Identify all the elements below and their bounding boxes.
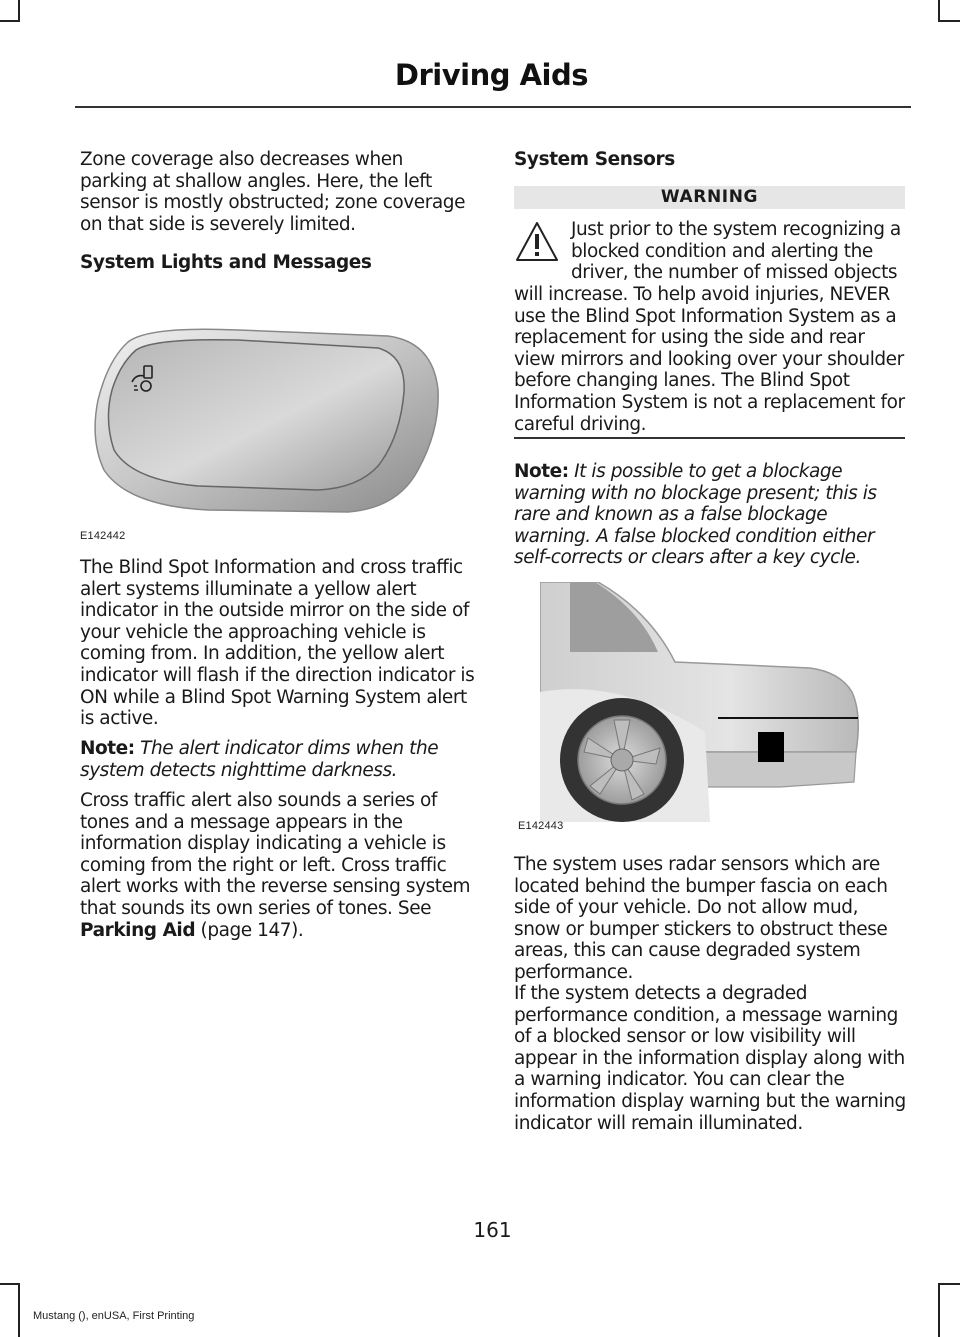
section-heading-system-sensors: System Sensors <box>514 149 675 170</box>
crop-mark <box>940 1283 960 1285</box>
edition-footer: Mustang (), enUSA, First Printing <box>33 1310 195 1322</box>
paragraph-degraded-performance: If the system detects a degraded performance condition, a message warning of a blocked sensor or low visibility will appear in the information display along with a warning indicator. You can clear the information display warning but the warning indicator will remain illuminated. <box>514 983 906 1134</box>
page-reference: (page 147). <box>195 919 304 941</box>
section-heading-system-lights: System Lights and Messages <box>80 252 372 273</box>
warning-banner: WARNING <box>514 186 905 209</box>
crop-mark <box>938 1283 940 1337</box>
note-text: It is possible to get a blockage warning with no blockage present; this is rare and known as a false blockage warning. A false blocked condition either self-corrects or clears after a key cycle. <box>514 461 877 569</box>
paragraph-zone-coverage: Zone coverage also decreases when parking at shallow angles. Here, the left sensor is mostly obstructed; zone coverage on that side is severely limited. <box>80 149 466 235</box>
paragraph-alert-indicator: The Blind Spot Information and cross traffic alert systems illuminate a yellow alert indicator in the outside mirror on the side of your vehicle the approaching vehicle is coming from. In addition, the yellow alert indicator will flash if the direction indicator is ON while a Blind Spot Warning System alert is active. <box>80 557 475 730</box>
crop-mark <box>18 0 20 22</box>
figure-code-e142442: E142442 <box>80 530 126 542</box>
header-rule <box>75 106 911 108</box>
note-false-blockage <box>514 461 908 569</box>
warning-lead-text: Just prior to the system recognizing a blocked condition and alerting the driver, the number of missed objects <box>571 219 901 284</box>
crop-mark <box>0 1283 20 1285</box>
note-label: Note: <box>80 738 135 759</box>
warning-end-rule <box>514 437 905 439</box>
paragraph-cross-traffic <box>80 790 477 941</box>
note-text: The alert indicator dims when the system detects nighttime darkness. <box>80 738 439 781</box>
warning-triangle-icon <box>514 220 560 264</box>
radar-sensor-location <box>758 732 784 762</box>
note-label: Note: <box>514 461 569 482</box>
page-number: 161 <box>473 1218 512 1242</box>
page-header-title: Driving Aids <box>394 58 588 92</box>
crop-mark <box>0 20 20 22</box>
note-nighttime <box>80 738 475 781</box>
side-mirror-illustration <box>88 320 448 520</box>
paragraph-radar-sensors: The system uses radar sensors which are located behind the bumper fascia on each side of your vehicle. Do not allow mud, snow or bumper stickers to obstruct these areas, this can cause degraded system performance. <box>514 854 888 983</box>
crop-mark <box>940 20 960 22</box>
vehicle-rear-illustration <box>540 582 870 822</box>
paragraph-text: Cross traffic alert also sounds a series of tones and a message appears in the information display indicating a vehicle is coming from the right or left. Cross traffic alert works with the reverse sensing system that sounds its own series of tones. See <box>80 790 471 919</box>
figure-code-e142443: E142443 <box>518 820 564 832</box>
parking-aid-link[interactable]: Parking Aid <box>80 919 196 941</box>
crop-mark <box>18 1283 20 1337</box>
crop-mark <box>938 0 940 22</box>
warning-body-text: will increase. To help avoid injuries, NEVER use the Blind Spot Information System as a replacement for using the side and rear view mirrors and looking over your shoulder before changing lanes. The Blind Spot Information System is not a replacement for careful driving. <box>514 284 905 435</box>
